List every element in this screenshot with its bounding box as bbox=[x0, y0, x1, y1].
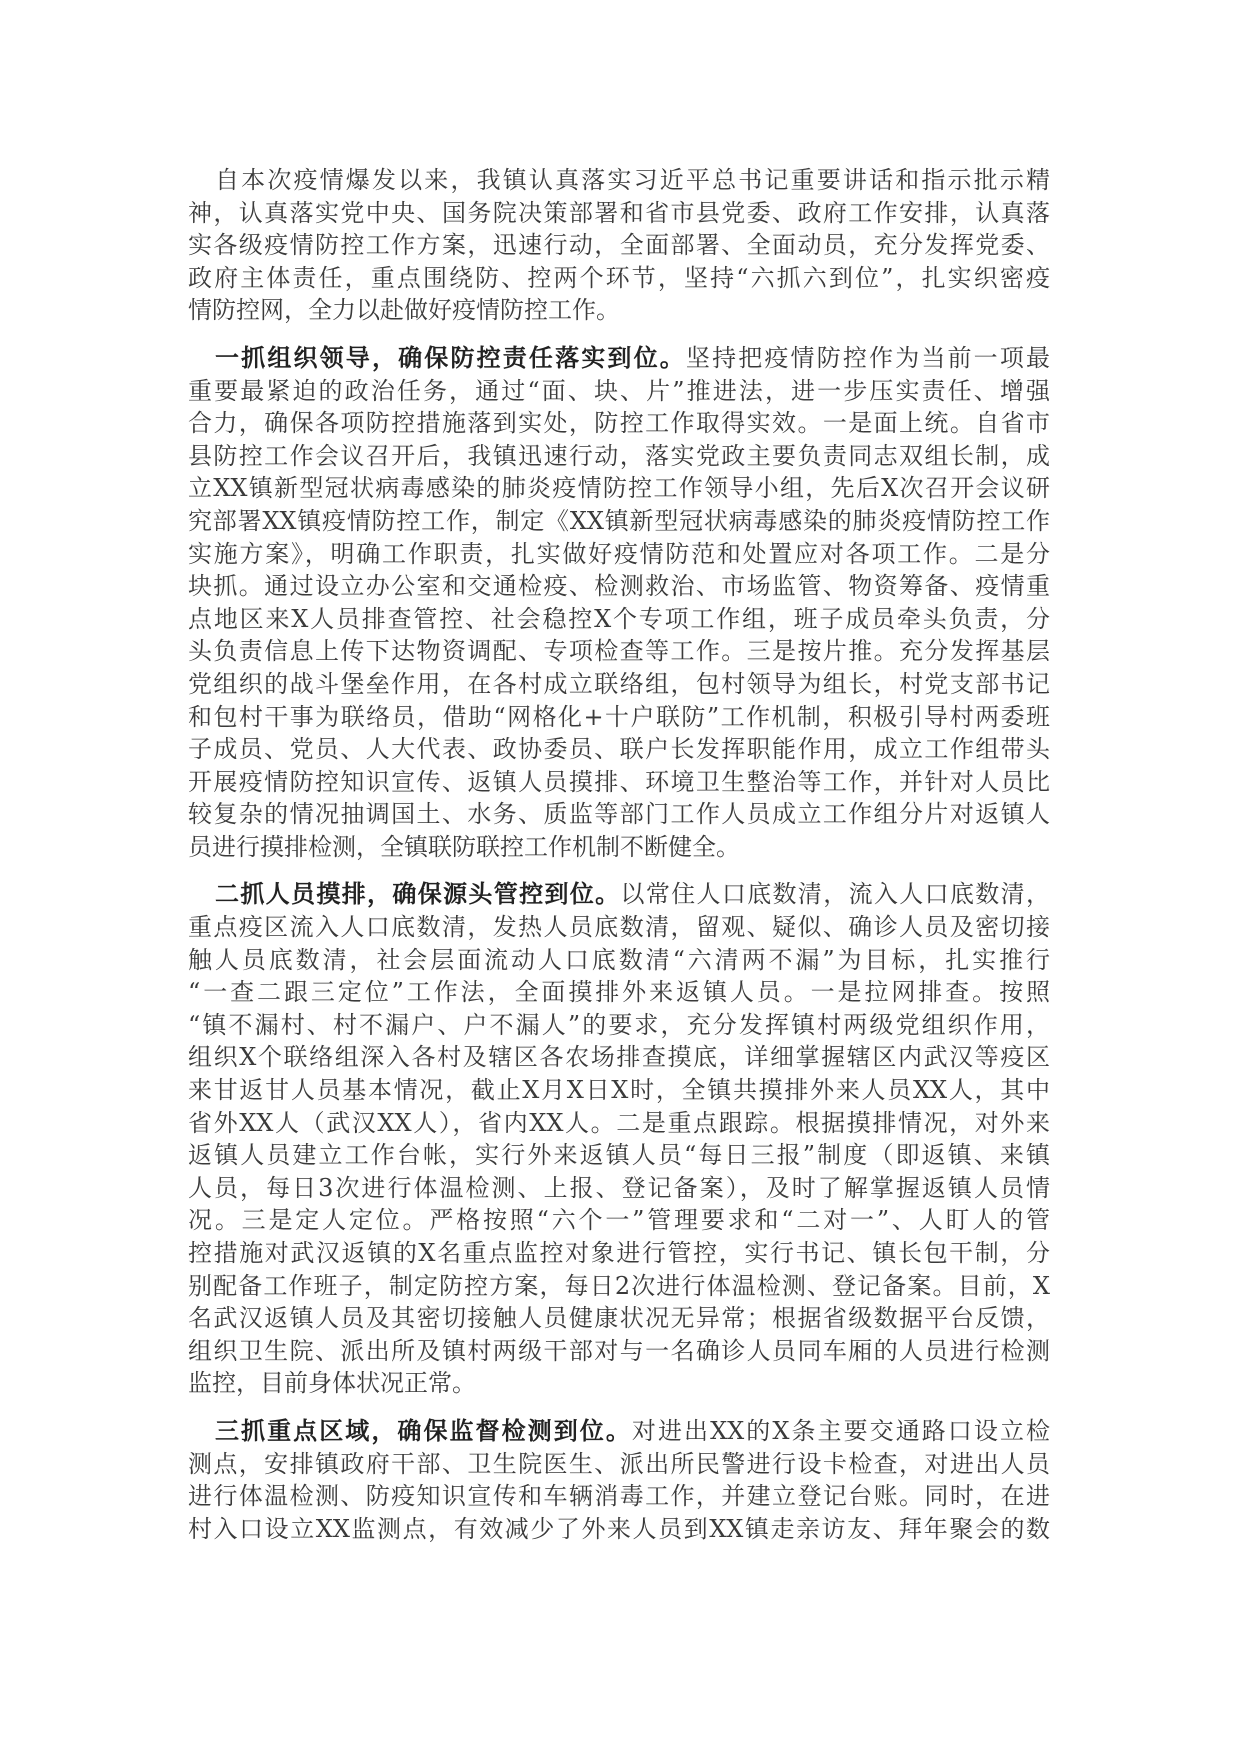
text-line bbox=[188, 164, 1050, 197]
text-line bbox=[188, 1367, 1050, 1400]
text-line bbox=[188, 831, 1050, 864]
line-text: 人员，每日3次进行体温检测、上报、登记备案），及时了解掌握返镇人员情 bbox=[188, 1173, 1050, 1202]
line-text: 和包村干事为联络员，借助“网格化+十户联防”工作机制，积极引导村两委班 bbox=[188, 702, 1050, 731]
line-text: 控措施对武汉返镇的X名重点监控对象进行管控，实行书记、镇长包干制，分 bbox=[188, 1239, 1050, 1267]
text-line bbox=[188, 262, 1050, 295]
line-text: 较复杂的情况抽调国土、水务、质监等部门工作人员成立工作组分片对返镇人 bbox=[188, 800, 1050, 829]
text-line bbox=[188, 472, 1050, 505]
line-text: 组织X个联络组深入各村及辖区各农场排查摸底，详细掌握辖区内武汉等疫区 bbox=[188, 1043, 1050, 1072]
line-text: 合力，确保各项防控措施落到实处，防控工作取得实效。一是面上统。自省市 bbox=[188, 409, 1050, 438]
text-line bbox=[188, 505, 1050, 538]
paragraph-heading: 三抓重点区域，确保监督检测到位。 bbox=[215, 1415, 632, 1445]
line-text: 神，认真落实党中央、国务院决策部署和省市县党委、政府工作安排，认真落 bbox=[188, 198, 1050, 227]
line-text: 县防控工作会议召开后，我镇迅速行动，落实党政主要负责同志双组长制，成 bbox=[188, 441, 1050, 470]
text-line bbox=[188, 1448, 1050, 1481]
text-line bbox=[188, 944, 1050, 977]
line-text: 名武汉返镇人员及其密切接触人员健康状况无异常；根据省级数据平台反馈， bbox=[188, 1304, 1050, 1333]
line-text: 开展疫情防控知识宣传、返镇人员摸排、环境卫生整治等工作，并针对人员比 bbox=[188, 767, 1050, 796]
line-text: 进行体温检测、防疫知识宣传和车辆消毒工作，并建立登记台账。同时，在进 bbox=[188, 1482, 1050, 1511]
text-line bbox=[188, 766, 1050, 799]
text-line bbox=[188, 538, 1050, 571]
text-line bbox=[188, 1513, 1050, 1546]
line-text: 点地区来X人员排查管控、社会稳控X个专项工作组，班子成员牵头负责，分 bbox=[188, 604, 1050, 633]
text-line bbox=[188, 570, 1050, 603]
text-line bbox=[188, 911, 1050, 944]
text-line bbox=[188, 733, 1050, 766]
line-text: 对进出XX的X条主要交通路口设立检 bbox=[631, 1416, 1050, 1445]
line-text: 党组织的战斗堡垒作用，在各村成立联络组，包村领导为组长，村党支部书记 bbox=[188, 669, 1050, 698]
line-text: 来甘返甘人员基本情况，截止X月X日X时，全镇共摸排外来人员XX人，其中 bbox=[188, 1076, 1050, 1105]
line-text: 重点疫区流入人口底数清，发热人员底数清，留观、疑似、确诊人员及密切接 bbox=[188, 913, 1050, 942]
line-text: 返镇人员建立工作台帐，实行外来返镇人员“每日三报”制度（即返镇、来镇 bbox=[188, 1141, 1050, 1170]
line-text: 块抓。通过设立办公室和交通检疫、检测救治、市场监管、物资筹备、疫情重 bbox=[188, 572, 1050, 601]
text-line bbox=[188, 342, 1050, 375]
paragraph bbox=[188, 1415, 1050, 1545]
text-line bbox=[188, 1041, 1050, 1074]
document-page bbox=[188, 164, 1050, 1560]
line-text: 重要最紧迫的政治任务，通过“面、块、片”推进法，进一步压实责任、增强 bbox=[188, 376, 1050, 405]
text-line bbox=[188, 1139, 1050, 1172]
text-line bbox=[188, 1237, 1050, 1270]
line-text: 以常住人口底数清，流入人口底数清， bbox=[620, 880, 1050, 909]
text-line bbox=[188, 197, 1050, 230]
text-line bbox=[188, 440, 1050, 473]
paragraph bbox=[188, 342, 1050, 864]
line-text: 自本次疫情爆发以来，我镇认真落实习近平总书记重要讲话和指示批示精 bbox=[215, 166, 1050, 194]
text-line bbox=[188, 407, 1050, 440]
text-line bbox=[188, 1172, 1050, 1205]
line-text: 村入口设立XX监测点，有效减少了外来人员到XX镇走亲访友、拜年聚会的数 bbox=[188, 1514, 1050, 1543]
text-line bbox=[188, 1302, 1050, 1335]
text-line bbox=[188, 1270, 1050, 1303]
line-text: 测点，安排镇政府干部、卫生院医生、派出所民警进行设卡检查，对进出人员 bbox=[188, 1449, 1050, 1478]
text-line bbox=[188, 668, 1050, 701]
line-text: 头负责信息上传下达物资调配、专项检查等工作。三是按片推。充分发挥基层 bbox=[188, 637, 1050, 666]
line-text: 究部署XX镇疫情防控工作，制定《XX镇新型冠状病毒感染的肺炎疫情防控工作 bbox=[188, 506, 1050, 535]
line-text: “一查二跟三定位”工作法，全面摸排外来返镇人员。一是拉网排查。按照 bbox=[188, 978, 1050, 1007]
text-line bbox=[188, 635, 1050, 668]
line-text: 况。三是定人定位。严格按照“六个一”管理要求和“二对一”、人盯人的管 bbox=[188, 1206, 1050, 1235]
line-text: 组织卫生院、派出所及镇村两级干部对与一名确诊人员同车厢的人员进行检测 bbox=[188, 1336, 1050, 1365]
line-text: 触人员底数清，社会层面流动人口底数清“六清两不漏”为目标，扎实推行 bbox=[188, 945, 1050, 974]
line-text: 省外XX人（武汉XX人），省内XX人。二是重点跟踪。根据摸排情况，对外来 bbox=[188, 1108, 1050, 1137]
line-text: 实各级疫情防控工作方案，迅速行动，全面部署、全面动员，充分发挥党委、 bbox=[188, 231, 1050, 260]
line-text: “镇不漏村、村不漏户、户不漏人”的要求，充分发挥镇村两级党组织作用， bbox=[188, 1010, 1050, 1039]
text-line bbox=[188, 878, 1050, 911]
text-line bbox=[188, 1415, 1050, 1448]
text-line bbox=[188, 1074, 1050, 1107]
text-line bbox=[188, 1107, 1050, 1140]
text-line bbox=[188, 603, 1050, 636]
paragraph bbox=[188, 164, 1050, 327]
text-line bbox=[188, 375, 1050, 408]
text-line bbox=[188, 1009, 1050, 1042]
line-text: 坚持把疫情防控作为当前一项最 bbox=[685, 343, 1050, 372]
text-line bbox=[188, 229, 1050, 262]
paragraph bbox=[188, 878, 1050, 1400]
line-text: 实施方案》，明确工作职责，扎实做好疫情防范和处置应对各项工作。二是分 bbox=[188, 539, 1050, 568]
paragraph-heading: 二抓人员摸排，确保源头管控到位。 bbox=[215, 879, 621, 909]
text-line bbox=[188, 1480, 1050, 1513]
text-line bbox=[188, 976, 1050, 1009]
text-line bbox=[188, 1335, 1050, 1368]
paragraph-heading: 一抓组织领导，确保防控责任落实到位。 bbox=[215, 342, 686, 372]
text-line bbox=[188, 798, 1050, 831]
line-text: 员进行摸排检测，全镇联防联控工作机制不断健全。 bbox=[188, 832, 740, 861]
line-text: 别配备工作班子，制定防控方案，每日2次进行体温检测、登记备案。目前，X bbox=[188, 1271, 1050, 1300]
line-text: 监控，目前身体状况正常。 bbox=[188, 1369, 476, 1398]
line-text: 子成员、党员、人大代表、政协委员、联户长发挥职能作用，成立工作组带头 bbox=[188, 735, 1050, 764]
line-text: 政府主体责任，重点围绕防、控两个环节，坚持“六抓六到位”，扎实织密疫 bbox=[188, 263, 1050, 292]
text-line bbox=[188, 294, 1050, 327]
text-line bbox=[188, 701, 1050, 734]
line-text: 情防控网，全力以赴做好疫情防控工作。 bbox=[188, 296, 620, 325]
text-line bbox=[188, 1204, 1050, 1237]
line-text: 立XX镇新型冠状病毒感染的肺炎疫情防控工作领导小组，先后X次召开会议研 bbox=[188, 474, 1050, 503]
